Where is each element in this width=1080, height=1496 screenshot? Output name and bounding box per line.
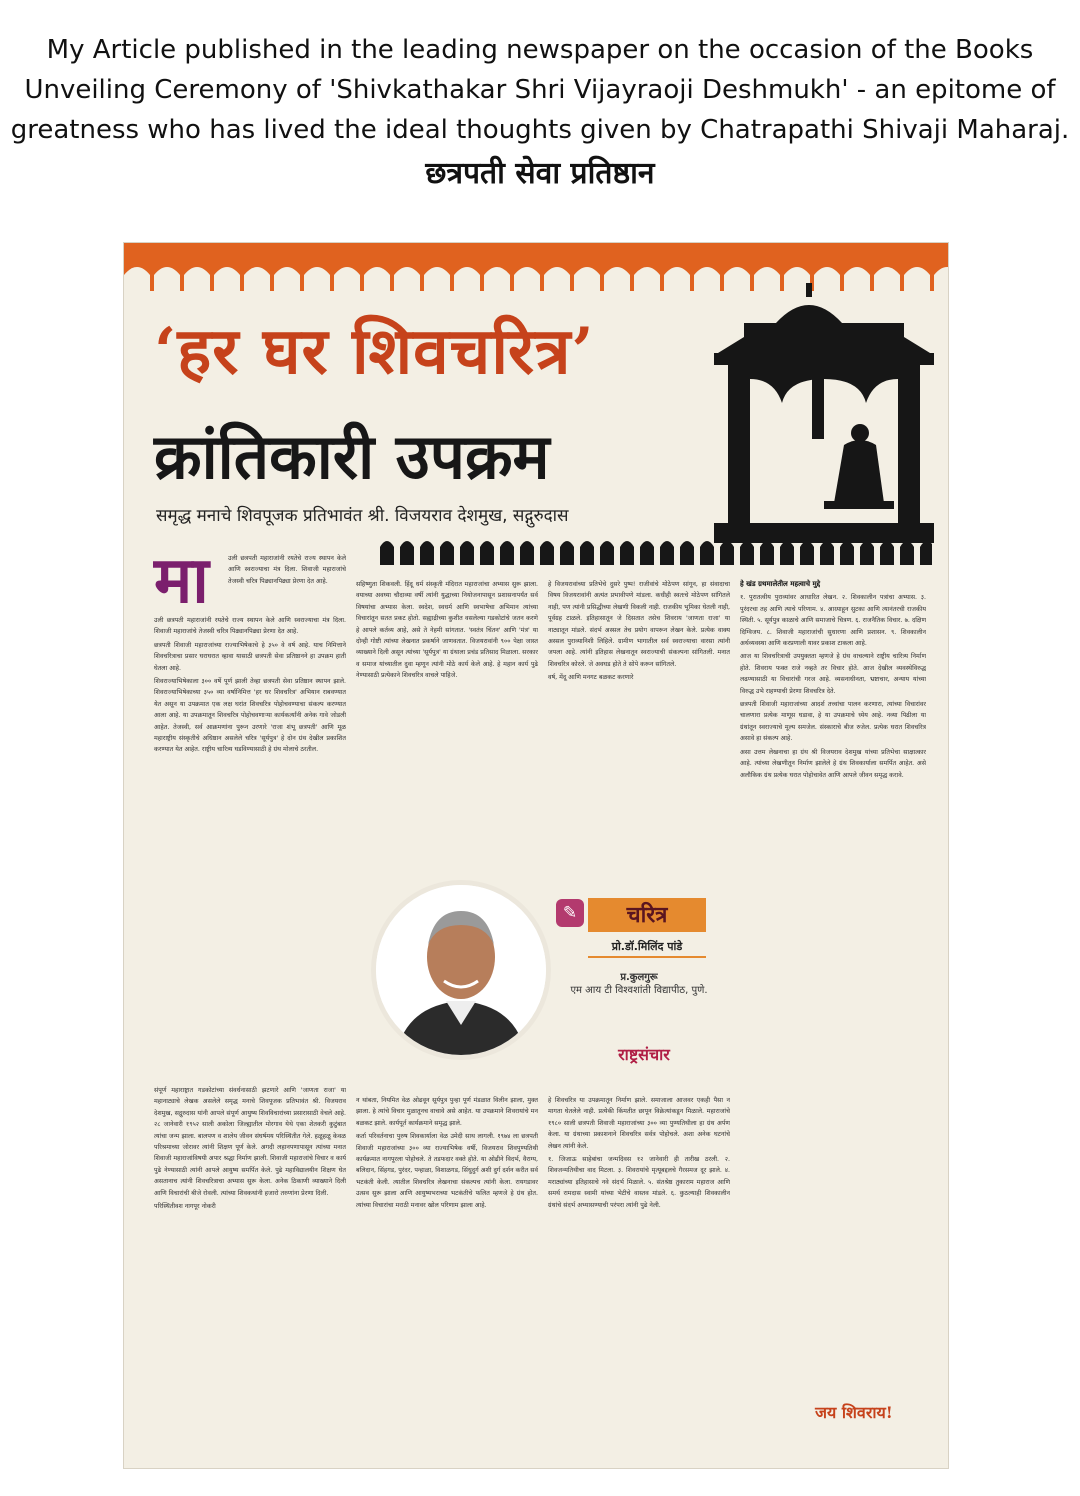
article-paragraph: छत्रपती शिवाजी महाराजांच्या आदर्श तत्त्वांचा पालन करणारा, त्यांच्या विचारांवर चालणारा प्रत्येक माणूस घडावा, हे या उपक्रमाचे ध्येय आहे. नव्या पिढीला या ग्रंथांतून स्वराज्याचे मूल्य समजेल. संस्काराचे बीज रुजेल. प्रत्येक घरात शिवचरित्र असावे हा संकल्प आहे. [740, 701, 926, 743]
section-title-label: चरित्र [588, 898, 706, 932]
edit-badge-icon: ✎ [556, 899, 584, 927]
caption-organisation: छत्रपती सेवा प्रतिष्ठान [425, 156, 655, 191]
article-paragraph: न थांबता, नियमित वेळ ओढवून सूर्यपुत्र पुन्हा पूर्ण मंडळात विलीन झाला, मुक्त झाला. हे त्यांचे विचार मुळातूनच वाचावे असे आहेत. या उपक्रमाने शिवरायांचे मन बळकट झाले. कार्यपूर्त कार्यक्रमाने समृद्ध झाले. [356, 1097, 538, 1127]
article-paragraph: सहिष्णुता शिकवली. हिंदू धर्म संस्कृती मंदिरात महाराजांचा अभ्यास सुरू झाला. वयाच्या अवघ्या चौदाव्या वर्षी त्यांनी युद्धाच्या नियोजनापासून प्रशासनापर्यंत सर्व विषयांचा अभ्यास केला. स्वदेश, स्वधर्म आणि स्वभाषेचा अभिमान त्यांच्या विचारांतून सतत प्रकट होतो. सह्याद्रीच्या कुशीत वसलेल्या गडकोटांचे जतन करणे हे आपले कर्तव्य आहे, असे ते नेहमी सांगतात. 'स्वतंत्र चिंतन' आणि 'मंत्र' या दोन्ही गोष्टी त्यांच्या लेखनात प्रकर्षाने जाणवतात. विजयरावांनी ९०० पेक्षा जास्त व्याख्याने दिली असून त्यांच्या 'सूर्यपुत्र' या ग्रंथाला प्रचंड प्रतिसाद मिळाला. सरकार व समाज यांच्यातील दुवा म्हणून त्यांनी मोठे कार्य केले आहे. हे महान कार्य पुढे नेण्यासाठी प्रत्येकाने शिवचरित्र वाचले पाहिजे. [356, 581, 538, 680]
article-column-4 [740, 579, 926, 1399]
article-paragraph: १. जिजाऊ साहेबांचा जन्मदिवस १२ जानेवारी ही तारीख ठरली. २. शिवजन्मतिथीचा वाद मिटला. ३. शिवरायांचे मृत्यूबद्दलचे गैरसमज दूर झाले. ४. मराठ्यांच्या इतिहासाचे नवे संदर्भ मिळाले. ५. संतश्रेष्ठ तुकाराम महाराज आणि समर्थ रामदास स्वामी यांच्या भेटीचे वास्तव मांडले. ६. कुठल्याही शिवकालीन ग्रंथांचे संदर्भ अभ्यासण्याची परंपरा त्यांनी पुढे नेली. [548, 1156, 730, 1209]
caption-line-2: Unveiling Ceremony of 'Shivkathakar Shri Vijayraoji Deshmukh' - an epitome of [24, 75, 1056, 105]
article-column-2-bottom [356, 1095, 538, 1445]
portrait-figure-icon [376, 885, 546, 1055]
author-designation: प्र.कुलगुरू [620, 972, 658, 983]
article-column-3-bottom [548, 1095, 730, 1445]
article-paragraph: हे विजयरावांच्या प्रतिभेचे दुसरे पुष्प! राजीवांचे मोठेपण सांगून, हा संवादाचा विषय विजयरावांनी अत्यंत प्रभावीपणे मांडला. कधीही स्वतःचे मोठेपण सांगितले नाही, पण त्यांनी प्रसिद्धीच्या लेखणी विकली नाही. राजकीय भूमिका घेतली नाही, पूर्वग्रह टाळले. इतिहासातून जे दिसतात तसेच शिवराय 'जाणता राजा' या नाट्यातून मांडले. संदर्भ अस्सल तेच प्रयोग वापरून लेखन केले. प्रत्येक वाक्य अस्सल पुराव्यानिशी लिहिले. ग्रामीण भागातील सर्व स्वराज्याचा वारसा त्यांनी जपला आहे. त्यांनी इतिहास लेखनातून स्वराज्याची संकल्पना सांगितली. मनात शिवचरित्र कोरले. जे अवघड होते ते सोपे करून सांगितले. [548, 581, 730, 668]
article-paragraph: कर्ता परिवर्तनाचा पुरुष शिवकार्याला वेळ उमेदी साथ लागली. १९७४ ला छत्रपती शिवाजी महाराजांच्या ३०० व्या राज्याभिषेक वर्षी, विजयराव शिवपुण्यतिथी कार्यक्रमात नागपूरला पोहोचले. ते तडफदार वक्ते होते. या ओढीने विदर्भ, वैराग्य, बलिदान, सिंहगड, पुरंदर, पन्हाळा, विशाळगड, सिंधुदुर्ग अशी दुर्ग दर्शन करीत सर्व भटकंती केली. त्यातील शिवचरित्र लेखनाचा संकल्पच त्यांनी केला. रायगडावर उत्सव सुरू झाला आणि आयुष्यभराच्या भटकंतीचे फलित म्हणजे हे ग्रंथ होत. त्यांच्या विचारांचा मराठी मनावर खोल परिणाम झाला आहे. [356, 1133, 538, 1209]
article-paragraph: शिवराज्याभिषेकाला ३०० वर्षे पूर्ण झाली तेव्हा छत्रपती सेवा प्रतिष्ठान स्थापन झाले. शिवराज्याभिषेकाच्या ३५० व्या वर्षानिमित्त 'हर घर शिवचरित्र' अभियान राबवण्यात येत असून या उपक्रमात एक लक्ष घरांत शिवचरित्र पोहोचवण्याचा संकल्प करण्यात आला आहे. या उपक्रमातून शिवचरित्र पोहोचवणाऱ्या कार्यकर्त्यांनी अनेक गावे जोडली आहेत. तेजस्वी, सर्व आक्रमणांना पुरून उरणारे 'राजा शंभू छत्रपती' आणि मूळ महाराष्ट्रीय संस्कृतीचे अधिष्ठान असलेले चरित्र 'सूर्यपुत्र' हे दोन ग्रंथ देखील प्रकाशित करण्यात येत आहेत. राष्ट्रीय चारित्र्य घडविण्यासाठी हे ग्रंथ मोलाचे ठरतील. [154, 678, 346, 754]
column-heading: हे खंड ग्रथमालेतील महत्वाचे मुद्दे [740, 580, 821, 588]
headline-primary: ‘हर घर शिवचरित्र’ [154, 314, 595, 389]
page-caption [0, 30, 1080, 196]
caption-line-3: greatness who has lived the ideal thoughts given by Chatrapathi Shivaji Maharaj. [10, 115, 1070, 145]
article-paragraph: उली छत्रपती महाराजांनी रयतेचे राज्य स्थापन केले आणि स्वराज्याचा मंत्र दिला. शिवाजी महाराजांचे तेजस्वी चरित्र पिढ्यानपिढ्या प्रेरणा देत आहे. [154, 617, 346, 636]
newspaper-name: राष्ट्रसंचार [618, 1045, 670, 1064]
article-paragraph: हे शिवचरित्र या उपक्रमातून निर्माण झाले. समाजाला आजवर एकही पैसा न मागता घेतलेले नाही. प्रत्येकी किंमतीत छापून विक्रेत्यांकडून मिळाले. महाराजांचे १९८० साली छत्रपती शिवाजी महाराजांच्या ३०० व्या पुण्यतिथीला हा ग्रंथ अर्पण केला. या ग्रंथाच्या प्रकाशनाने शिवचरित्र सर्वत्र पोहोचले. अशा अनेक घटनांचे लेखन त्यांनी केले. [548, 1097, 730, 1150]
article-column-1-top [154, 615, 346, 1085]
article-paragraph: आज या शिवचरित्राची उपयुक्तता म्हणजे हे ग्रंथ वाचल्याने राष्ट्रीय चारित्र्य निर्माण होते. शिवराय फक्त राजे नव्हते तर विचार होते. आज देखील व्यवस्थेविरुद्ध लढण्यासाठी या विचारांची गरज आहे. व्यसनाधीनता, भ्रष्टाचार, अन्याय यांच्या विरुद्ध उभे राहण्याची प्रेरणा शिवचरित्र देते. [740, 653, 926, 695]
jay-shivray-signoff: जय शिवराय! [815, 1403, 893, 1422]
headline-secondary: क्रांतिकारी उपक्रम [154, 420, 550, 493]
drop-cap: मा [154, 543, 209, 618]
article-paragraph: परिस्थितीवश नागपूर नोकरी [154, 1203, 216, 1211]
article-column-1-bottom [154, 1085, 346, 1445]
article-paragraph: संपूर्ण महाराष्ट्रात गडकोटांच्या संवर्धनासाठी झटणारे आणि 'जाणता राजा' या महानाट्याचे लेखक असलेले समृद्ध मनाचे शिवपूजक प्रतिभावंत श्री. विजयराव देशमुख, सद्गुरुदास यांनी आपले संपूर्ण आयुष्य शिवविचारांच्या प्रसारासाठी वेचले आहे. २८ जानेवारी १९५२ साली अकोला जिल्ह्यातील मोरगाव येथे एका शेतकरी कुटुंबात त्यांचा जन्म झाला. बालपण व शालेय जीवन संघर्षमय परिस्थितीत गेले. हळूहळू केवळ परिश्रमाच्या जोरावर त्यांनी शिक्षण पूर्ण केले. अगदी लहानपणापासून त्यांच्या मनात शिवाजी महाराजांविषयी अपार श्रद्धा निर्माण झाली. शिवाजी महाराजांचे विचार व कार्य पुढे नेण्यासाठी त्यांनी आपले आयुष्य समर्पित केले. पुढे महाविद्यालयीन शिक्षण घेत असतानाच त्यांनी शिवचरित्राचा अभ्यास सुरू केला. अनेक ठिकाणी व्याख्याने दिली आणि विचारांची बीजे रोवली. त्यांच्या शिवकथांनी हजारो तरुणांना प्रेरणा दिली. [154, 1087, 346, 1197]
article-column-2-top [356, 579, 538, 879]
article-paragraph: असा उत्तम लेखनाचा हा ग्रंथ श्री विजयराव देशमुख यांच्या प्रतिभेचा साक्षात्कार आहे. त्यांच्या लेखणीतून निर्माण झालेले हे ग्रंथ शिवकार्याला समर्पित आहेत. असे अलौकिक ग्रंथ प्रत्येक घरात पोहोचावेत आणि आपले जीवन समृद्ध करावे. [740, 748, 926, 779]
author-name: प्रो.डॉ.मिलिंद पांडे [588, 939, 706, 958]
article-paragraph: वर्ष, मेंदू आणि मनगट बळकट करणारे [548, 674, 634, 682]
article-paragraph: १. पुरातत्वीय पुराव्यांवर आधारित लेखन. २. शिवकालीन पत्रांचा अभ्यास. ३. पुरंदरचा तह आणि त्याचे परिणाम. ४. आग्र्याहून सुटका आणि त्यानंतरची राजकीय स्थिती. ५. सूर्यपुत्र काळाचे आणि समाजाचे चित्रण. ६. राजनैतिक विचार. ७. दक्षिण दिग्विजय. ८. शिवाजी महाराजांची सुधारणा आणि प्रशासन. ९. शिवकालीन अर्थव्यवस्था आणि करप्रणाली यावर प्रकाश टाकला आहे. [740, 594, 926, 648]
author-institution: एम आय टी विश्वशांती विद्यापीठ, पुणे. [570, 985, 708, 996]
chhatri-silhouette-icon [684, 283, 948, 543]
newspaper-clipping [124, 243, 948, 1468]
author-portrait [376, 885, 546, 1055]
article-subheading: समृद्ध मनाचे शिवपूजक प्रतिभावंत श्री. विजयराव देशमुख, सद्गुरुदास [156, 506, 569, 526]
article-paragraph: उली छत्रपती महाराजांनी रयतेचे राज्य स्थापन केले आणि स्वराज्याचा मंत्र दिला. शिवाजी महाराजांचे तेजस्वी चरित्र पिढ्यानपिढ्या प्रेरणा देत आहे. [228, 555, 346, 585]
article-paragraph: छत्रपती शिवाजी महाराजांच्या राज्याभिषेकाचे हे ३५० वे वर्ष आहे. याच निमित्ताने शिवचरित्राचा प्रसार घराघरात व्हावा यासाठी छत्रपती सेवा प्रतिष्ठानने हा उपक्रम हाती घेतला आहे. [154, 641, 346, 672]
caption-line-1: My Article published in the leading newspaper on the occasion of the Books [46, 35, 1034, 65]
article-column-1-intro [228, 553, 346, 613]
arch-divider-icon [380, 535, 932, 565]
author-role [564, 971, 714, 997]
article-column-3-top [548, 579, 730, 891]
